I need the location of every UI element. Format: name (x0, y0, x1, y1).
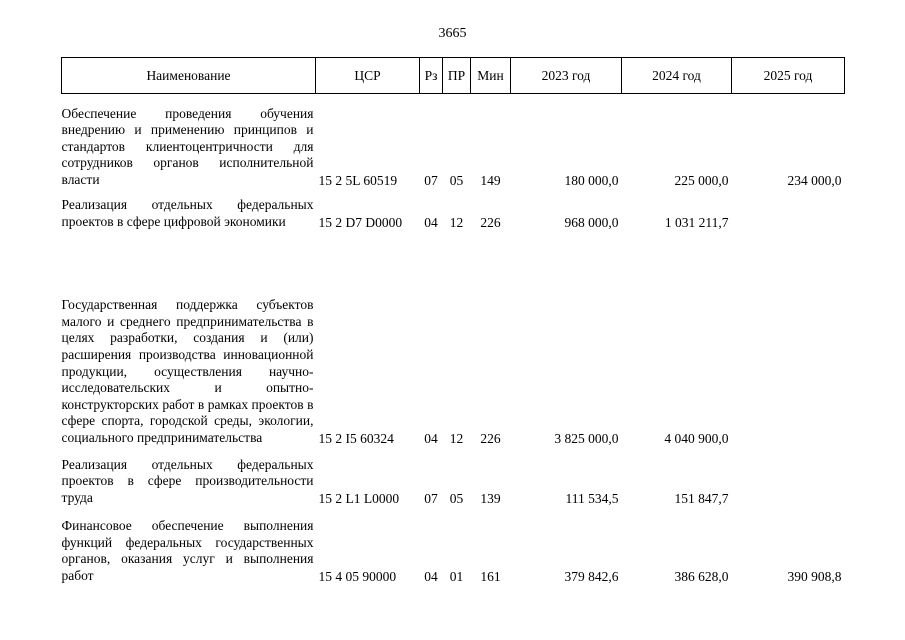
row-pr: 01 (449, 568, 464, 584)
row-name: Обеспечение проведения обучения внедрению и применению принципов и стандартов клиентоцентричности для сотрудников органов исполнительной власти (61, 105, 314, 187)
row-name: Реализация отдельных федеральных проектов в сфере цифровой экономики (61, 197, 314, 229)
table-row (62, 447, 845, 507)
header-2023: 2023 год (511, 58, 622, 94)
row-2023: 111 534,5 (565, 490, 619, 506)
row-rz: 04 (424, 430, 438, 446)
row-2024: 1 031 211,7 (664, 214, 729, 230)
row-name: Государственная поддержка субъектов малого и среднего предпринимательства в целях разработки, создания и (или) расширения производства инновационной продукции, осуществления научно-исследовательских и опытно-конструкторских работ в рамках проектов в сфере спорта, городской среды, экологии, социального предпринимательства (61, 297, 314, 445)
row-2023: 379 842,6 (564, 568, 619, 584)
table-row (62, 94, 845, 189)
row-csr: 15 2 L1 L0000 (318, 490, 400, 506)
table-header-row (62, 58, 845, 94)
row-name: Финансовое обеспечение выполнения функций федеральных государственных органов, оказания услуг и выполнения работ (61, 518, 314, 583)
row-min: 226 (480, 214, 501, 230)
row-pr: 05 (449, 490, 464, 506)
row-min: 161 (480, 568, 501, 584)
row-2024: 4 040 900,0 (664, 430, 729, 446)
row-rz: 07 (424, 172, 438, 188)
row-2025: 234 000,0 (787, 172, 842, 188)
row-csr: 15 2 5L 60519 (318, 172, 398, 188)
row-min: 139 (480, 490, 501, 506)
header-min: Мин (471, 58, 511, 94)
header-csr: ЦСР (316, 58, 420, 94)
row-pr: 05 (449, 172, 464, 188)
header-pr: ПР (443, 58, 471, 94)
row-2025: 390 908,8 (787, 568, 842, 584)
table-row (62, 507, 845, 585)
row-rz: 07 (424, 490, 438, 506)
row-csr: 15 2 D7 D0000 (318, 214, 403, 230)
row-2025 (732, 447, 845, 507)
row-2024: 151 847,7 (674, 490, 729, 506)
row-2025 (732, 189, 845, 231)
row-2024: 225 000,0 (674, 172, 729, 188)
table-row (62, 231, 845, 447)
row-csr: 15 2 I5 60324 (318, 430, 394, 446)
header-rz: Рз (420, 58, 443, 94)
row-rz: 04 (424, 214, 438, 230)
header-name: Наименование (62, 58, 316, 94)
row-csr: 15 4 05 90000 (318, 568, 397, 584)
header-2025: 2025 год (732, 58, 845, 94)
row-pr: 12 (449, 214, 464, 230)
budget-table (61, 57, 845, 585)
row-2024: 386 628,0 (674, 568, 729, 584)
header-2024: 2024 год (622, 58, 732, 94)
page-number: 3665 (438, 26, 467, 41)
row-2025 (732, 231, 845, 447)
row-2023: 968 000,0 (564, 214, 619, 230)
row-min: 226 (480, 430, 501, 446)
row-2023: 180 000,0 (564, 172, 619, 188)
row-min: 149 (480, 172, 501, 188)
row-rz: 04 (424, 568, 438, 584)
row-name: Реализация отдельных федеральных проектов в сфере производительности труда (61, 456, 314, 505)
row-pr: 12 (449, 430, 464, 446)
table-row (62, 189, 845, 231)
row-2023: 3 825 000,0 (554, 430, 619, 446)
